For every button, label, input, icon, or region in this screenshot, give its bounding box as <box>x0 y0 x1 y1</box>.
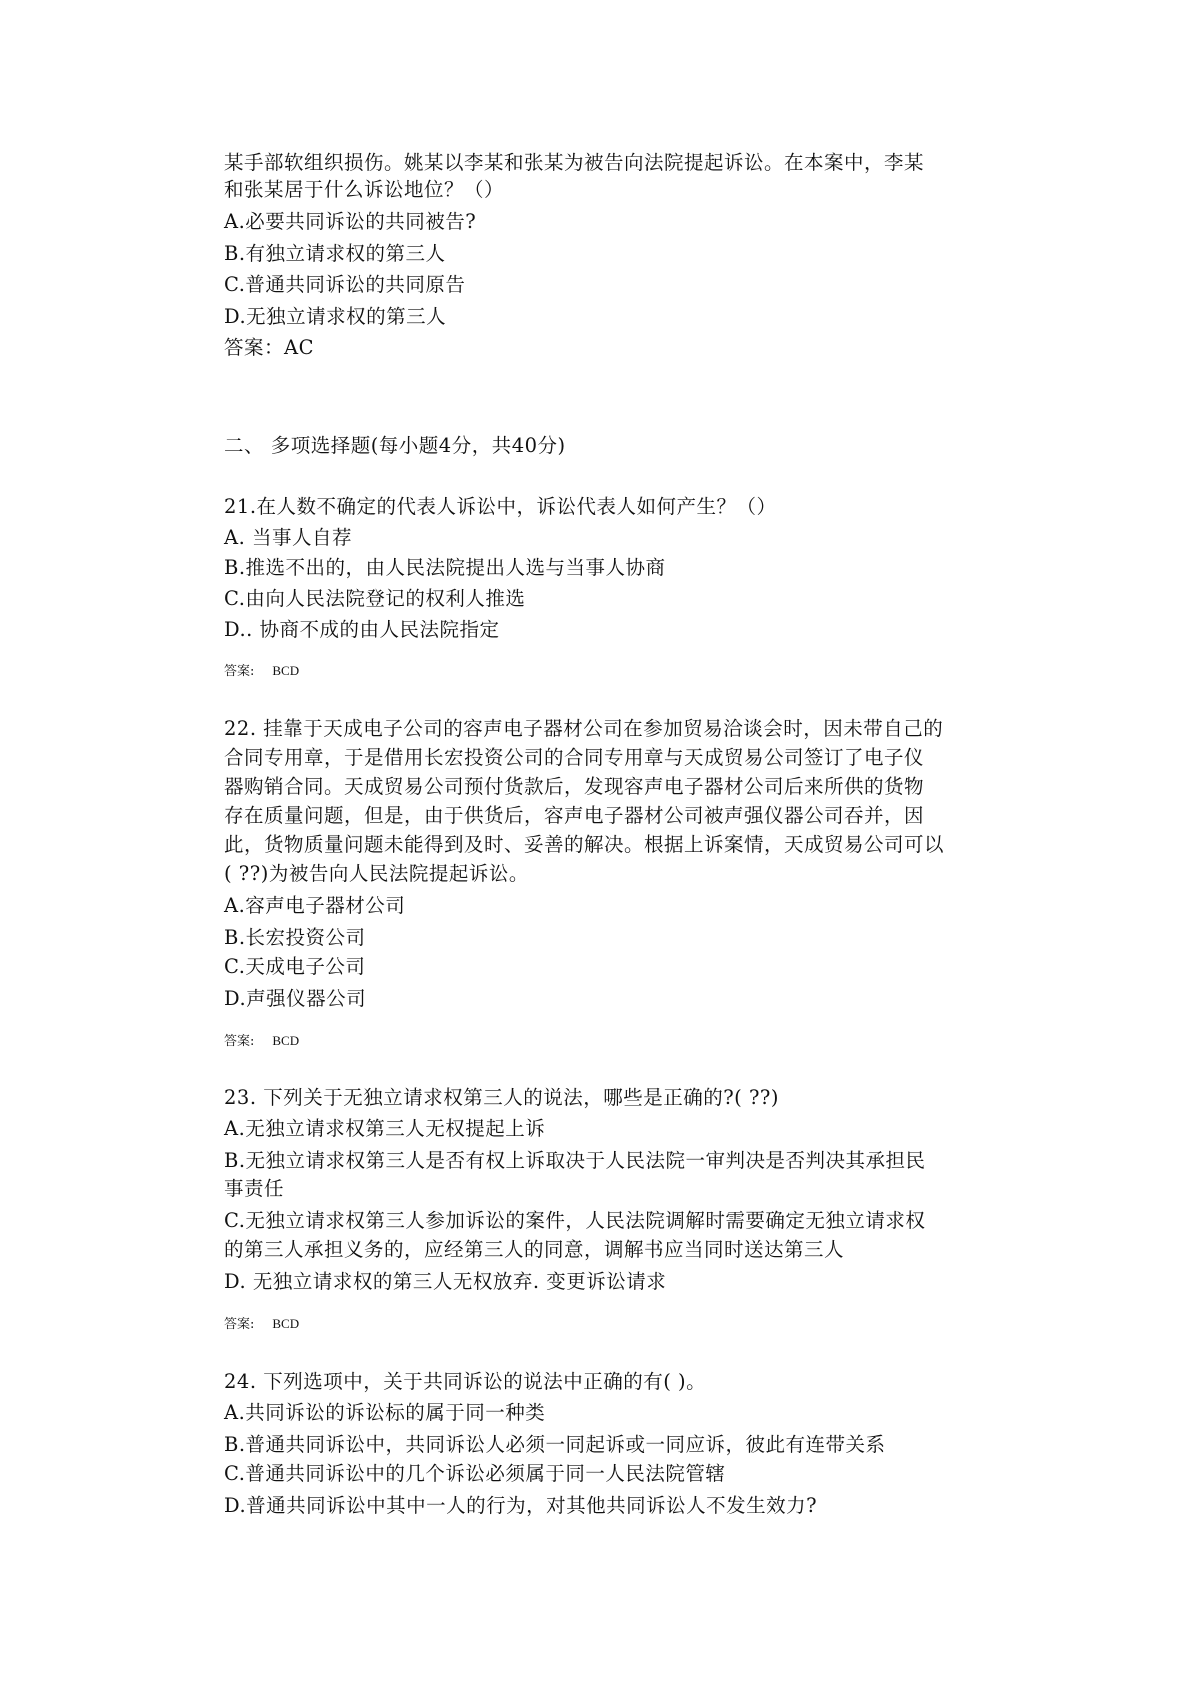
q22-stem-line-3: 器购销合同。天成贸易公司预付货款后，发现容声电子器材公司后来所供的货物 <box>224 775 925 798</box>
q23-option-a: A.无独立请求权第三人无权提起上诉 <box>224 1117 546 1140</box>
q23-option-c-line-2: 的第三人承担义务的，应经第三人的同意，调解书应当同时送达第三人 <box>224 1238 845 1261</box>
q23-option-d: D. 无独立请求权的第三人无权放弃. 变更诉讼请求 <box>224 1270 667 1293</box>
q23-option-c-line-1: C.无独立请求权第三人参加诉讼的案件，人民法院调解时需要确定无独立请求权 <box>224 1209 926 1232</box>
q24-stem: 24. 下列选项中，关于共同诉讼的说法中正确的有( )。 <box>224 1370 707 1393</box>
q22-option-d: D.声强仪器公司 <box>224 987 367 1010</box>
q20-option-c: C.普通共同诉讼的共同原告 <box>224 273 466 296</box>
q22-option-b: B.长宏投资公司 <box>224 926 366 949</box>
q21-stem: 21.在人数不确定的代表人诉讼中，诉讼代表人如何产生？（） <box>224 495 777 518</box>
answer-label: 答案: <box>224 1317 255 1332</box>
q20-option-d: D.无独立请求权的第三人 <box>224 305 447 328</box>
q22-stem-line-5: 此，货物质量问题未能得到及时、妥善的解决。根据上诉案情，天成贸易公司可以 <box>224 833 945 856</box>
q23-option-b-line-1: B.无独立请求权第三人是否有权上诉取决于人民法院一审判决是否判决其承担民 <box>224 1149 926 1172</box>
q24-option-d: D.普通共同诉讼中其中一人的行为，对其他共同诉讼人不发生效力? <box>224 1494 818 1517</box>
q22-option-c: C.天成电子公司 <box>224 955 366 978</box>
q21-option-c: C.由向人民法院登记的权利人推选 <box>224 587 526 610</box>
q21-option-d: D.. 协商不成的由人民法院指定 <box>224 618 500 641</box>
q20-answer: 答案：AC <box>224 336 315 359</box>
q22-option-a: A.容声电子器材公司 <box>224 894 406 917</box>
q24-option-c: C.普通共同诉讼中的几个诉讼必须属于同一人民法院管辖 <box>224 1462 726 1485</box>
q22-stem-line-4: 存在质量问题，但是，由于供货后，容声电子器材公司被声强仪器公司吞并，因 <box>224 804 925 827</box>
q20-stem-line-1: 某手部软组织损伤。姚某以李某和张某为被告向法院提起诉讼。在本案中，李某 <box>224 151 925 174</box>
q23-stem: 23. 下列关于无独立请求权第三人的说法，哪些是正确的?( ??) <box>224 1086 779 1109</box>
answer-label: 答案: <box>224 1034 255 1049</box>
q23-answer-value: BCD <box>272 1316 300 1331</box>
q20-option-a: A.必要共同诉讼的共同被告? <box>224 210 477 233</box>
q20-option-b: B.有独立请求权的第三人 <box>224 242 446 265</box>
q21-option-a: A. 当事人自荐 <box>224 526 352 549</box>
q24-option-a: A.共同诉讼的诉讼标的属于同一种类 <box>224 1401 546 1424</box>
q21-answer <box>224 662 299 681</box>
q22-answer-value: BCD <box>272 1033 300 1048</box>
q21-option-b: B.推选不出的，由人民法院提出人选与当事人协商 <box>224 556 666 579</box>
q22-stem-line-6: ( ??)为被告向人民法院提起诉讼。 <box>224 862 529 885</box>
q24-option-b: B.普通共同诉讼中，共同诉讼人必须一同起诉或一同应诉，彼此有连带关系 <box>224 1433 886 1456</box>
q23-option-b-line-2: 事责任 <box>224 1177 285 1200</box>
q21-answer-value: BCD <box>272 663 300 678</box>
q22-stem-line-2: 合同专用章，于是借用长宏投资公司的合同专用章与天成贸易公司签订了电子仪 <box>224 746 925 769</box>
q23-answer <box>224 1315 299 1334</box>
q22-stem-line-1: 22. 挂靠于天成电子公司的容声电子器材公司在参加贸易洽谈会时，因未带自己的 <box>224 717 944 740</box>
answer-label: 答案: <box>224 664 255 679</box>
q20-stem-line-2: 和张某居于什么诉讼地位？（） <box>224 178 505 201</box>
q22-answer <box>224 1032 299 1051</box>
section-title: 二、 多项选择题(每小题4分，共40分) <box>224 434 566 457</box>
